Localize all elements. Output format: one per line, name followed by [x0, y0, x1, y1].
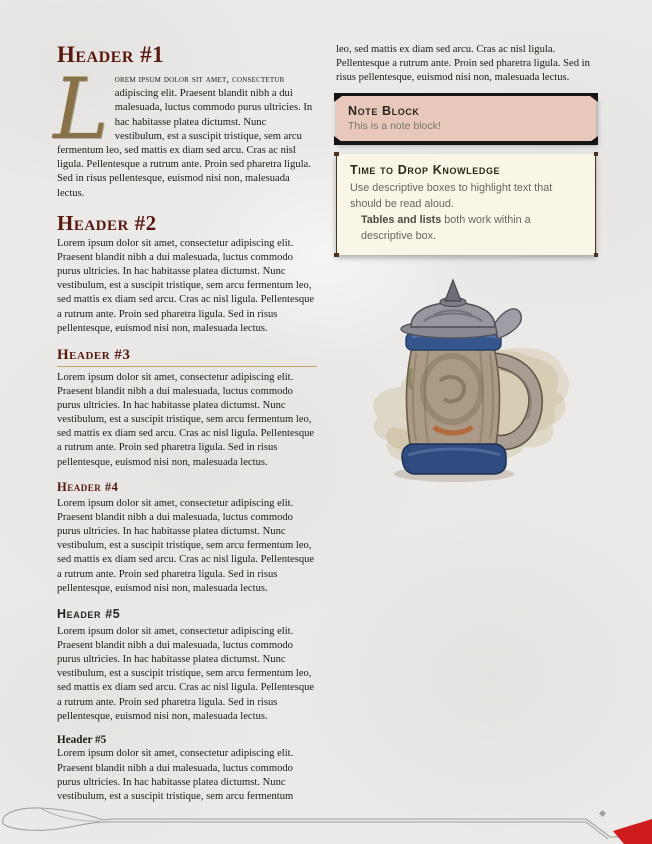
section-6-paragraph: Lorem ipsum dolor sit amet, consectetur adipiscing elit. Praesent blandit nibh a dui malesuada, luctus commodo purus ultricies. In hac habitasse platea dictumst. Nunc vestibulum, est a suscipit tristique, sem arcu fermentum: [57, 748, 294, 802]
drop-cap-letter: L: [53, 60, 109, 158]
section-5-paragraph: Lorem ipsum dolor sit amet, consectetur adipiscing elit. Praesent blandit nibh a dui malesuada, luctus commodo purus ultricies. In hac habitasse platea dictumst. Nunc vestibulum, est a suscipit tristique, sem arcu fermentum leo, sed mattis ex diam sed arcu. Cras ac nisl ligula. Pellentesque a rutrum ante. Proin sed pharetra ligula. Sed in risus pellentesque, euismod nisi non, malesuada lectus.: [57, 625, 315, 722]
red-corner-triangle: [613, 819, 652, 844]
header-4: Header #4: [57, 479, 119, 494]
lid-finial: [445, 280, 461, 301]
footer-step-line-2: [586, 822, 608, 839]
corner-dot-icon: [334, 253, 339, 258]
header-2: Header #2: [57, 210, 157, 235]
header-1: Header #1: [57, 42, 165, 67]
header-3: Header #3: [57, 347, 317, 367]
footer-diamond-dot: [599, 810, 606, 817]
leaf-vein: [40, 808, 100, 821]
right-column: [336, 43, 596, 809]
note-bottom-border: [334, 141, 598, 145]
descriptive-box: [336, 154, 596, 256]
bold-lead-text: Tables and lists: [361, 214, 442, 227]
intro-paragraph: [53, 60, 317, 201]
note-block-body: This is a note block!: [348, 119, 441, 132]
leaf-flourish-bottom: [3, 822, 112, 830]
descriptive-box-note: [350, 212, 582, 244]
section-2-paragraph: Lorem ipsum dolor sit amet, consectetur adipiscing elit. Praesent blandit nibh a dui malesuada, luctus commodo purus ultricies. In hac habitasse platea dictumst. Nunc vestibulum, est a suscipit tristique, sem arcu fermentum leo, sed mattis ex diam sed arcu. Cras ac nisl ligula. Pellentesque a rutrum ante. Proin sed pharetra ligula. Sed in risus pellentesque, euismod nisi non, malesuada lectus.: [57, 237, 315, 334]
footer-flourish: [0, 804, 652, 844]
stein-illustration: [336, 277, 596, 498]
bold-rest-text: both work within a descriptive box.: [361, 214, 531, 243]
left-column: [53, 42, 317, 809]
section-4-paragraph: Lorem ipsum dolor sit amet, consectetur adipiscing elit. Praesent blandit nibh a dui malesuada, luctus commodo purus ultricies. In hac habitasse platea dictumst. Nunc vestibulum, est a suscipit tristique, sem arcu fermentum leo, sed mattis ex diam sed arcu. Cras ac nisl ligula. Pellentesque a rutrum ante. Proin sed pharetra ligula. Sed in risus pellentesque, euismod nisi non, malesuada lectus.: [57, 497, 315, 594]
note-block-title: Note Block: [348, 103, 420, 118]
descriptive-box-title: Time to Drop Knowledge: [350, 162, 501, 177]
corner-dot-icon: [594, 253, 599, 258]
section-3-paragraph: Lorem ipsum dolor sit amet, consectetur adipiscing elit. Praesent blandit nibh a dui malesuada, luctus commodo purus ultricies. In hac habitasse platea dictumst. Nunc vestibulum, est a suscipit tristique, sem arcu fermentum leo, sed mattis ex diam sed arcu. Cras ac nisl ligula. Pellentesque a rutrum ante. Proin sed pharetra ligula. Sed in risus pellentesque, euismod nisi non, malesuada lectus.: [57, 371, 315, 468]
header-5-bold: Header #5: [57, 733, 107, 746]
stein-body: [406, 347, 499, 445]
beer-stein-icon: [348, 277, 584, 493]
thumb-lever: [495, 309, 521, 339]
intro-text: adipiscing elit. Praesent blandit nibh a dui malesuada, luctus commodo purus ultricies. In hac habitasse platea dictumst. Nunc vestibulum, est a suscipit tristique, sem arcu fermentum leo, sed mattis ex diam sed arcu. Cras ac nisl ligula. Pellentesque a rutrum ante. Proin sed pharetra ligula. Sed in risus pellentesque, euismod nisi non, malesuada lectus.: [57, 88, 313, 199]
header-5: Header #5: [57, 606, 121, 621]
corner-dot-icon: [594, 152, 599, 157]
corner-dot-icon: [334, 152, 339, 157]
lead-smallcaps-text: orem ipsum dolor sit amet, consectetur: [114, 74, 285, 85]
note-block: [336, 96, 596, 142]
continuation-paragraph: leo, sed mattis ex diam sed arcu. Cras ac nisl ligula. Pellentesque a rutrum ante. Proin sed pharetra ligula. Sed in risus pellentesque, euismod nisi non, malesuada lectus.: [336, 44, 590, 84]
note-top-border: [334, 93, 598, 97]
descriptive-box-body: Use descriptive boxes to highlight text that should be read aloud.: [350, 181, 553, 210]
